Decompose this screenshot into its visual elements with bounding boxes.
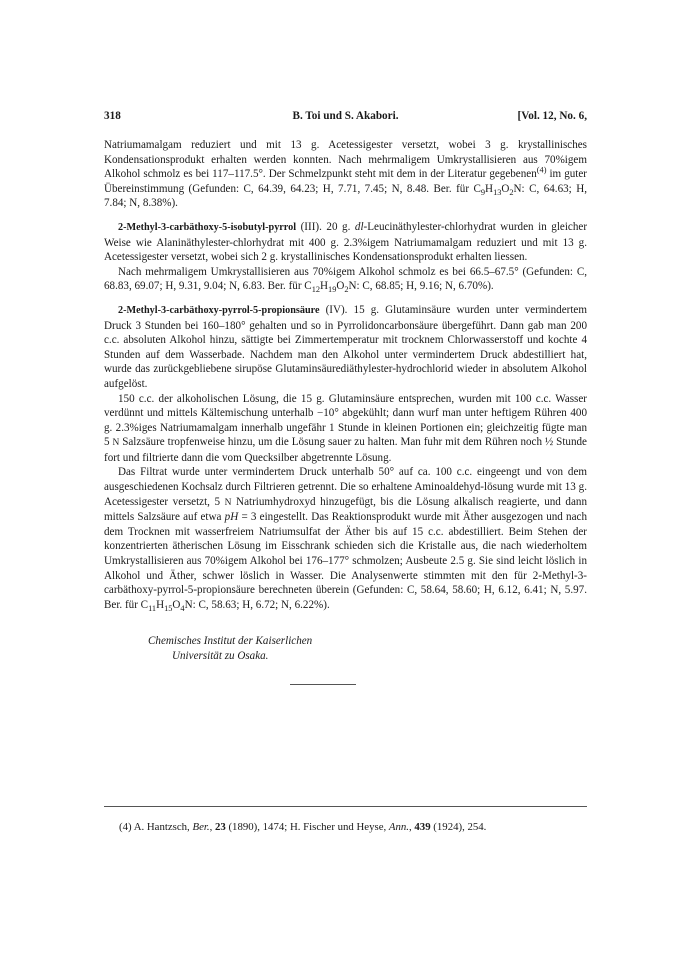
affiliation-line-1: Chemisches Institut der Kaiserlichen (148, 635, 313, 648)
footnote-divider (104, 806, 587, 807)
section-propionsaeure: 2-Methyl-3-carbäthoxy-pyrrol-5-propionsäure (IV). 15 g. Glutaminsäure wurden unter vermindertem Druck 3 Stunden bei 160–180° gehalten und so in Pyrrolidoncarbonsäure übergeführt. Dann gab man 200 c.c. absoluten Alkohol hinzu, sättigte bei Zimmertemperatur mit trocknem Chlorwasserstoff und kochte 4 Stunden auf dem Wasserbade. Nachdem man den Alkohol unter vermindertem Druck abdestilliert hat, wurde das zurückgebliebene sirupöse Glutaminsäurediäthylester-hydrochlorid wieder in absolutem Alkohol aufgelöst. (104, 303, 587, 390)
footnote-4: (4) A. Hantzsch, Ber., 23 (1890), 1474; H. Fischer und Heyse, Ann., 439 (1924), 254. (119, 821, 487, 833)
compound-title-iii: 2-Methyl-3-carbäthoxy-5-isobutyl-pyrrol (118, 221, 297, 233)
page (104, 110, 587, 685)
affiliation (148, 634, 587, 663)
running-header (104, 110, 587, 130)
running-authors: B. Toi und S. Akabori. (292, 110, 399, 122)
paragraph-1: Natriumamalgam reduziert und mit 13 g. Acetessigester versetzt, wobei 3 g. krystallinisches Kondensationsprodukt erhalten werden konnten. Nach mehrmaligem Umkrystallisieren aus 70%igem Alkohol schmolz es bei 117–117.5°. Der Schmelzpunkt steht mit dem in der Literatur gegebenen$^{(4)}$ im guter Übereinstimmung (Gefunden: C, 64.39, 64.23; H, 7.71, 7.45; N, 8.48. Ber. für $C_9H_{13}O_2N$: C, 64.63; H, 7.84; N, 8.38%). (104, 139, 587, 210)
end-divider (290, 684, 356, 685)
article-body (104, 138, 587, 612)
affiliation-line-2: Universität zu Osaka. (172, 650, 269, 662)
compound-title-iv: 2-Methyl-3-carbäthoxy-pyrrol-5-propionsäure (118, 304, 320, 316)
volume-info: [Vol. 12, No. 6, (517, 110, 587, 122)
paragraph-6: Das Filtrat wurde unter vermindertem Druck unterhalb 50° auf ca. 100 c.c. eingeengt und von dem ausgeschiedenen Kochsalz durch Filtrieren getrennt. Die so erhaltene Aminoaldehyd-lösung wurde mit 13 g. Acetessigester versetzt, 5 N Natriumhydroxyd hinzugefügt, bis die Lösung alkalisch reagierte, und dann mittels Salzsäure auf etwa pH = 3 eingestellt. Das Reaktionsprodukt wurde mit Äther ausgezogen und nach dem Trocknen mit wasserfreiem Natriumsulfat der Äther bis auf 15 c.c. abdestilliert. Beim Stehen der konzentrierten ätherischen Lösung im Eisschrank schieden sich die Kristalle aus, die nach wiederholtem Umkrystallisieren aus 70%igem Alkohol bei 176–177° schmolzen; Ausbeute 2.5 g. Sie sind leicht löslich in Alkohol und Äther, schwer löslich in Wasser. Die Analysenwerte stimmten mit den für 2-Methyl-3-carbäthoxy-pyrrol-5-propionsäure berechneten überein (Gefunden: C, 58.64, 58.60; H, 6.12, 6.41; N, 5.97. Ber. für $C_{11}H_{15}O_4N$: C, 58.63; H, 6.72; N, 6.22%). (104, 466, 587, 614)
page-number: 318 (104, 110, 121, 122)
footnote-ref[interactable]: (4) (536, 165, 547, 175)
paragraph-5: 150 c.c. der alkoholischen Lösung, die 15 g. Glutaminsäure entsprechen, wurden mit 100 c.c. Wasser verdünnt und mittels Kältemischung unterhalb −10° abgekühlt; dann wurf man unter heftigem Rühren 400 g. 2.3%iges Natriumamalgam innerhalb ungefähr 1 Stunde in kleinen Portionen ein; gleichzeitig fügte man 5 N Salzsäure tropfenweise hinzu, um die Lösung sauer zu halten. Man fuhr mit dem Rühren noch ½ Stunde fort und filtrierte dann die vom Quecksilber abgetrennte Lösung. (104, 392, 587, 464)
paragraph-3: Nach mehrmaligem Umkrystallisieren aus 70%igem Alkohol schmolz es bei 66.5–67.5° (Gefunden: C, 68.83, 69.07; H, 9.31, 9.04; N, 6.83. Ber. für $C_{12}H_{19}O_2N$: C, 68.85; H, 9.16; N, 6.70%). (104, 265, 587, 295)
section-isobutyl-pyrrol: 2-Methyl-3-carbäthoxy-5-isobutyl-pyrrol (III). 20 g. dl-Leucinäthylester-chlorhydrat wurden in gleicher Weise wie Alaninäthylester-chlorhydrat mit 400 g. 2.3%igem Natriumamalgam reduziert und mit 13 g. Acetessigester versetzt, wobei sich 2 g. krystallinisches Kondensationsprodukt erhalten liessen. (104, 220, 588, 264)
